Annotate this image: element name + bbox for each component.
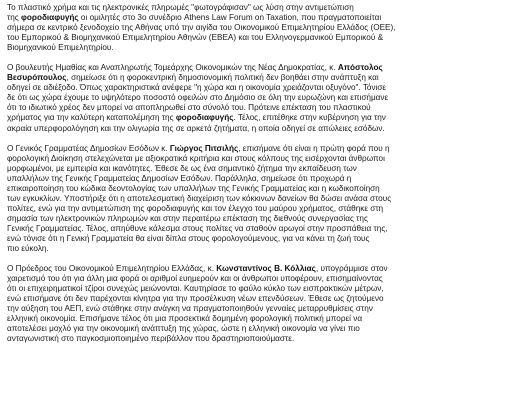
paragraph-line	[7, 23, 506, 33]
text-run: φορολογική Διοίκηση στελεχώνεται με αξιοκρατικά κριτήρια και στους κόλπους της εισέρχονται άνθρωποι	[7, 153, 385, 163]
text-run: Ο Γενικός Γραμματέας Δημοσίων Εσόδων κ.	[7, 143, 170, 153]
paragraph-line	[7, 274, 506, 284]
paragraph-line	[7, 63, 506, 73]
text-run: μορφωμένοι, με εμπειρία και ικανότητες. Έθεσε δε ως ένα σημαντικό ζήτημα την εκπαίδευση των	[7, 163, 357, 173]
text-run: πιο εύκολη.	[7, 244, 49, 254]
text-run: την αύξηση του ΑΕΠ, ενώ στάθηκε στην ανάγκη να πραγματοποιηθούν γενναίες μεταρρυθμίσεις στην	[7, 304, 373, 314]
paragraph-line	[7, 294, 506, 304]
paragraph-line	[7, 304, 506, 314]
highlighted-term: Βεσυρόπουλος	[7, 73, 67, 83]
text-run: Ο Πρόεδρος του Οικονομικού Επιμελητηρίου Ελλάδας, κ.	[7, 264, 217, 274]
paragraph-line	[7, 13, 506, 23]
text-run: Βιομηχανικού Επιμελητηρίου.	[7, 43, 114, 53]
paragraph-line	[7, 214, 506, 224]
paragraph-line	[7, 83, 506, 93]
text-run: του Εμπορικού & Βιομηχανικού Επιμελητηρίου Αθηνών (ΕΒΕΑ) και του Ελληνογερμανικού Εμπορικού &	[7, 33, 384, 43]
paragraph-line	[7, 154, 506, 164]
paragraph-line	[7, 3, 506, 13]
paragraph-line	[7, 184, 506, 194]
article-paragraph	[7, 144, 506, 255]
paragraph-line	[7, 204, 506, 214]
text-run: της	[7, 13, 22, 23]
text-run: αποτελέσει μοχλό για την οικονομική ανάπτυξη της χώρας, ώστε η ελληνική οικονομία να γίνει πιο	[7, 324, 360, 334]
text-run: οδηγεί σε αδιέξοδο. Όπως χαρακτηριστικά ανέφερε "η χώρα και η οικονομία χρειάζονται οξυγόνο". Τόνισε	[7, 83, 387, 93]
article-paragraph	[7, 3, 506, 53]
paragraph-line	[7, 314, 506, 324]
article-paragraph	[7, 63, 506, 133]
paragraph-line	[7, 113, 506, 123]
text-run: ελληνική οικονομία. Επισήμανε τέλος ότι μια προσεκτικά δομημένη φορολογική πολιτική μπορεί να	[7, 314, 363, 324]
highlighted-term: φοροδιαφυγής	[175, 113, 234, 123]
text-run: σημασία των ηλεκτρονικών πληρωμών και στην περαιτέρω επέκταση της διεθνούς συνεργασίας της	[7, 213, 368, 223]
text-run: ανταγωνιστική στο παγκοσμιοποιημένο περιβάλλον που δραστηριοποιούμαστε.	[7, 334, 295, 344]
paragraph-line	[7, 244, 506, 254]
text-run: υπαλλήλων της Γενικής Γραμματείας Δημοσίων Εσόδων. Παράλληλα, σημείωσε ότι προχωρά η	[7, 173, 352, 183]
article-paragraph	[7, 264, 506, 344]
paragraph-line	[7, 334, 506, 344]
paragraph-line	[7, 73, 506, 83]
highlighted-term: φοροδιαφυγής	[21, 13, 79, 23]
text-run: σήμερα σε κεντρικό ξενοδοχείο της Αθήνας υπό την αιγίδα του Οικονομικού Επιμελητηρίου Ελλάδος (ΟΕΕ),	[7, 23, 396, 33]
text-run: Γενικής Γραμματείας. Τέλος, απηύθυνε κάλεσμα στους πολίτες να σταθούν αρωγοί στην προσπάθεια της,	[7, 223, 388, 233]
text-run: ακραία υπερφορολόγηση και την ολιγωρία της σε αρκετά ζητήματα, η οποία οδηγεί σε απώλειες εσόδων.	[7, 123, 385, 133]
highlighted-term: Κωνσταντίνος Β. Κόλλιας	[216, 264, 316, 274]
paragraph-line	[7, 164, 506, 174]
text-run: Το πλαστικό χρήμα και τις ηλεκτρονικές πληρωμές "φωτογράφισαν" ως λύση στην αντιμετώπιση	[7, 3, 354, 12]
paragraph-line	[7, 324, 506, 334]
paragraph-line	[7, 174, 506, 184]
paragraph-line	[7, 43, 506, 53]
text-run: , επισήμανε ότι είναι η πρώτη φορά που η	[238, 143, 390, 153]
text-run: χρήματος για την καλύτερη καταπολέμηση της	[7, 113, 176, 123]
text-run: χαιρετισμό του ότι για άλλη μια φορά οι αριθμοί ευημερούν και οι άνθρωποι υποφέρουν, επισημαίνοντας	[7, 274, 383, 284]
text-run: των εγκυκλίων. Υποστήριξε ότι η αποτελεσματική διαχείριση των κόκκινων δανείων θα δώσει ανάσα στους	[7, 193, 392, 203]
paragraph-line	[7, 264, 506, 274]
highlighted-term: Γιώργος Πιτσιλής	[169, 143, 239, 153]
text-run: οι ομιλητές στο 3ο συνέδριο Athens Law Forum on Taxation, που πραγματοποιείται	[78, 13, 382, 23]
text-run: ότι το ιδιωτικό χρέος δεν μπορεί να αποπληρωθεί στο σύνολό του. Πρότεινε επέκταση του πλαστικού	[7, 103, 371, 113]
paragraph-line	[7, 224, 506, 234]
text-run: επικαιροποίηση του κώδικα δεοντολογίας των υπαλλήλων της Γενικής Γραμματείας και η κωδικοποίηση	[7, 183, 380, 193]
paragraph-line	[7, 124, 506, 134]
text-run: . Τέλος, επιτέθηκε στην κυβέρνηση για την	[233, 113, 386, 123]
text-run: Ο βουλευτής Ημαθίας και Αναπληρωτής Τομεάρχης Οικονομικών της Νέας Δημοκρατίας, κ.	[7, 63, 338, 73]
paragraph-line	[7, 103, 506, 113]
text-run: ενώ τόνισε ότι η Γενική Γραμματεία θα είναι δίπλα στους φορολογούμενους, για να κάνει τη ζωή τους	[7, 233, 370, 243]
text-run: ενώ επισήμανε ότι δεν παρέχονται κίνητρα για την προσέλκυση νέων επενδύσεων. Έθεσε ως ζητούμενο	[7, 294, 384, 304]
highlighted-term: Απόστολος	[337, 63, 383, 73]
article-body	[7, 3, 506, 344]
paragraph-line	[7, 93, 506, 103]
text-run: δε ότι ως χώρα έχουμε το υψηλότερο ποσοστό οφειλών στο Δημόσιο σε όλη την ευρωζώνη και επισήμανε	[7, 93, 389, 103]
paragraph-line	[7, 234, 506, 244]
text-run: ότι οι επιχειρηματικοί τζίροι συνεχώς μειώνονται. Καυτηρίασε το φαύλο κύκλο των εισπρακτικών μέτρων,	[7, 284, 384, 294]
text-run: , υπογράμμισε στον	[315, 264, 388, 274]
paragraph-line	[7, 33, 506, 43]
text-run: πολίτες, ενώ για την αντιμετώπιση της φοροδιαφυγής και τον έλεγχο του μαύρου χρήματος, στάθηκε στη	[7, 203, 384, 213]
text-run: , σημείωσε ότι η φοροκεντρική δημοσιονομική πολιτική δεν βοηθάει στην ανάπτυξη και	[66, 73, 379, 83]
paragraph-line	[7, 144, 506, 154]
paragraph-line	[7, 194, 506, 204]
paragraph-line	[7, 284, 506, 294]
